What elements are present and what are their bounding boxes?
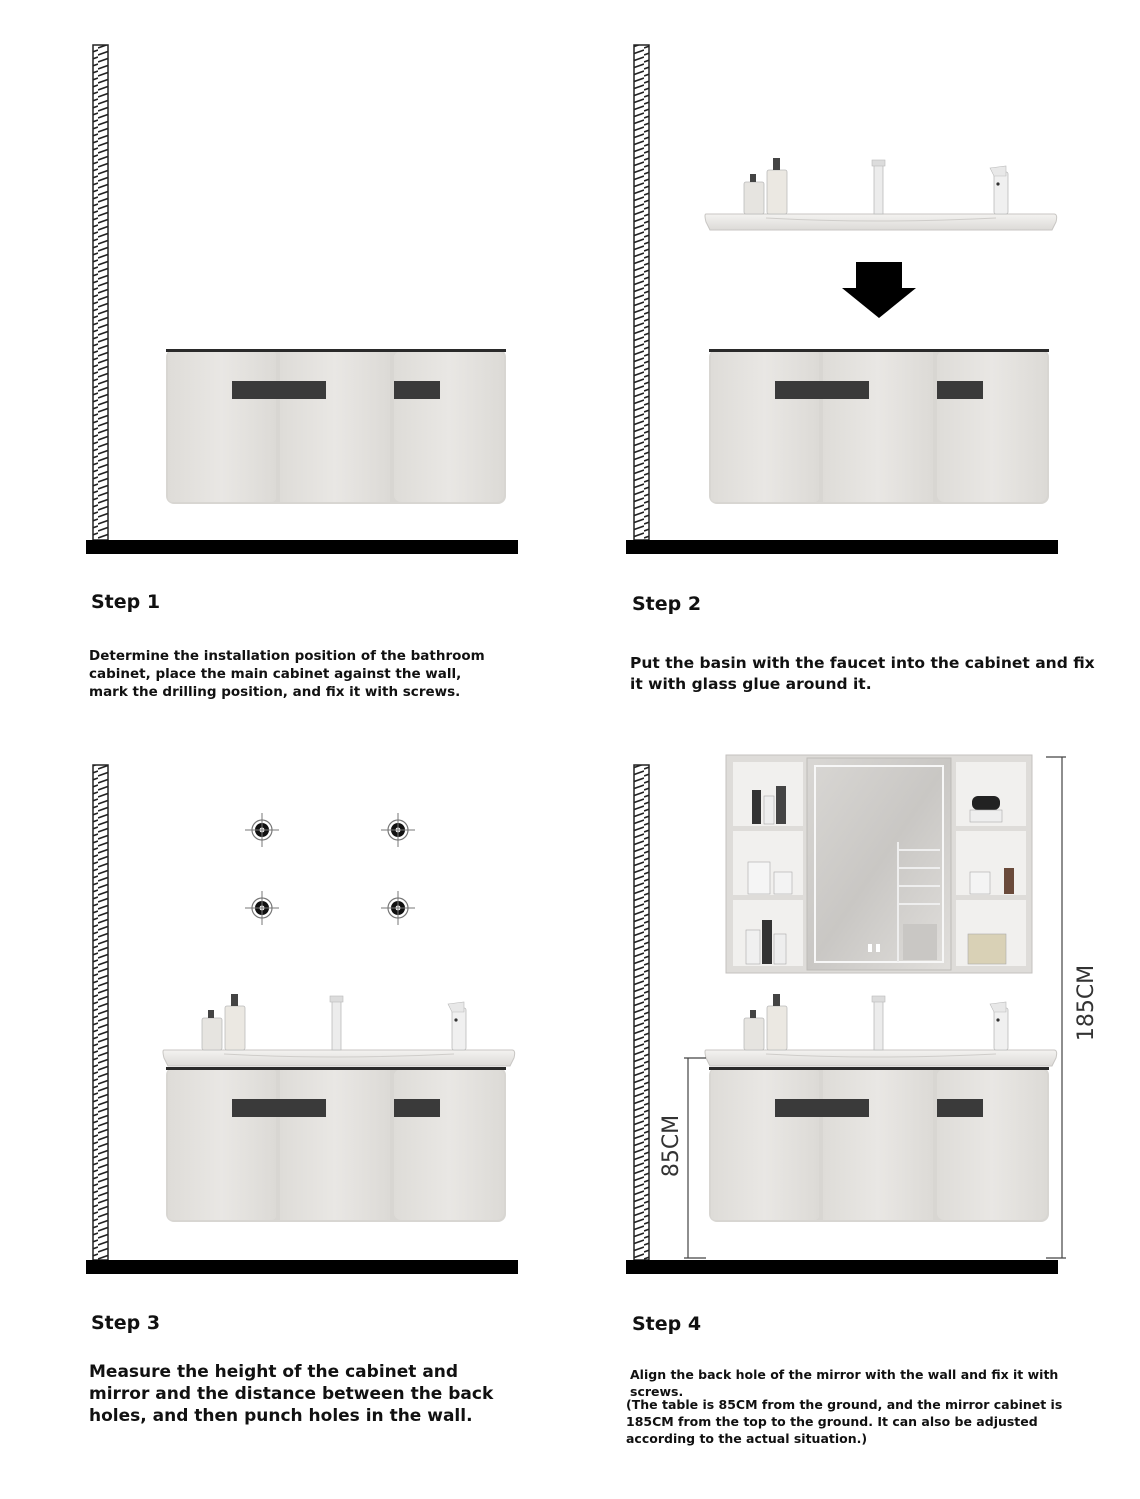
step3-line: Measure the height of the cabinet and (89, 1362, 459, 1382)
drill-target-icon (381, 813, 415, 847)
floor-step4 (626, 1260, 1058, 1274)
floor-step3 (86, 1260, 518, 1274)
wall-step3 (93, 765, 108, 1260)
floor-step1 (86, 540, 518, 554)
step4-note (626, 1396, 1106, 1447)
step1-title: Step 1 (91, 591, 161, 613)
step2-title: Step 2 (632, 593, 702, 615)
step2-line: it with glass glue around it. (630, 675, 872, 693)
step4-note-line: according to the actual situation.) (626, 1431, 868, 1446)
step2-description (630, 653, 1100, 695)
step3-illustration (86, 765, 518, 1274)
step4-note-line: (The table is 85CM from the ground, and the mirror cabinet is (626, 1397, 1063, 1412)
step1-line: mark the drilling position, and fix it with screws. (89, 684, 461, 700)
mirror-cabinet (726, 755, 1032, 973)
basin-step4 (705, 994, 1057, 1066)
drill-target-icon (381, 891, 415, 925)
step2-illustration (626, 45, 1058, 554)
step4-description (630, 1366, 1110, 1400)
step1-line: Determine the installation position of the bathroom (89, 648, 485, 664)
drill-target-icon (245, 891, 279, 925)
dimension-85cm (684, 1058, 706, 1258)
dimension-label-85cm: 85CM (659, 1114, 684, 1178)
floor-step2 (626, 540, 1058, 554)
cabinet-step2 (709, 349, 1049, 504)
wall-step4 (634, 765, 649, 1260)
basin-step2 (705, 158, 1057, 230)
step4-note-line: 185CM from the top to the ground. It can also be adjusted (626, 1414, 1038, 1429)
step3-line: holes, and then punch holes in the wall. (89, 1406, 473, 1426)
dimension-label-185cm: 185CM (1074, 964, 1099, 1042)
step4-illustration (626, 755, 1066, 1274)
step3-description (89, 1361, 509, 1427)
wall-step2 (634, 45, 649, 540)
step3-line: mirror and the distance between the back (89, 1384, 494, 1404)
wall-step1 (93, 45, 108, 540)
cabinet-step1 (166, 349, 506, 504)
cabinet-step4 (709, 1067, 1049, 1222)
basin-step3 (163, 994, 515, 1066)
down-arrow-icon (842, 262, 916, 318)
step4-title: Step 4 (632, 1313, 702, 1335)
step1-description (89, 647, 529, 701)
step3-title: Step 3 (91, 1312, 161, 1334)
step4-line: Align the back hole of the mirror with the wall and fix it with screws. (630, 1367, 1059, 1399)
step1-line: cabinet, place the main cabinet against the wall, (89, 666, 462, 682)
step2-line: Put the basin with the faucet into the cabinet and fix (630, 654, 1095, 672)
drill-target-icon (245, 813, 279, 847)
step1-illustration (86, 45, 518, 554)
cabinet-step3 (166, 1067, 506, 1222)
